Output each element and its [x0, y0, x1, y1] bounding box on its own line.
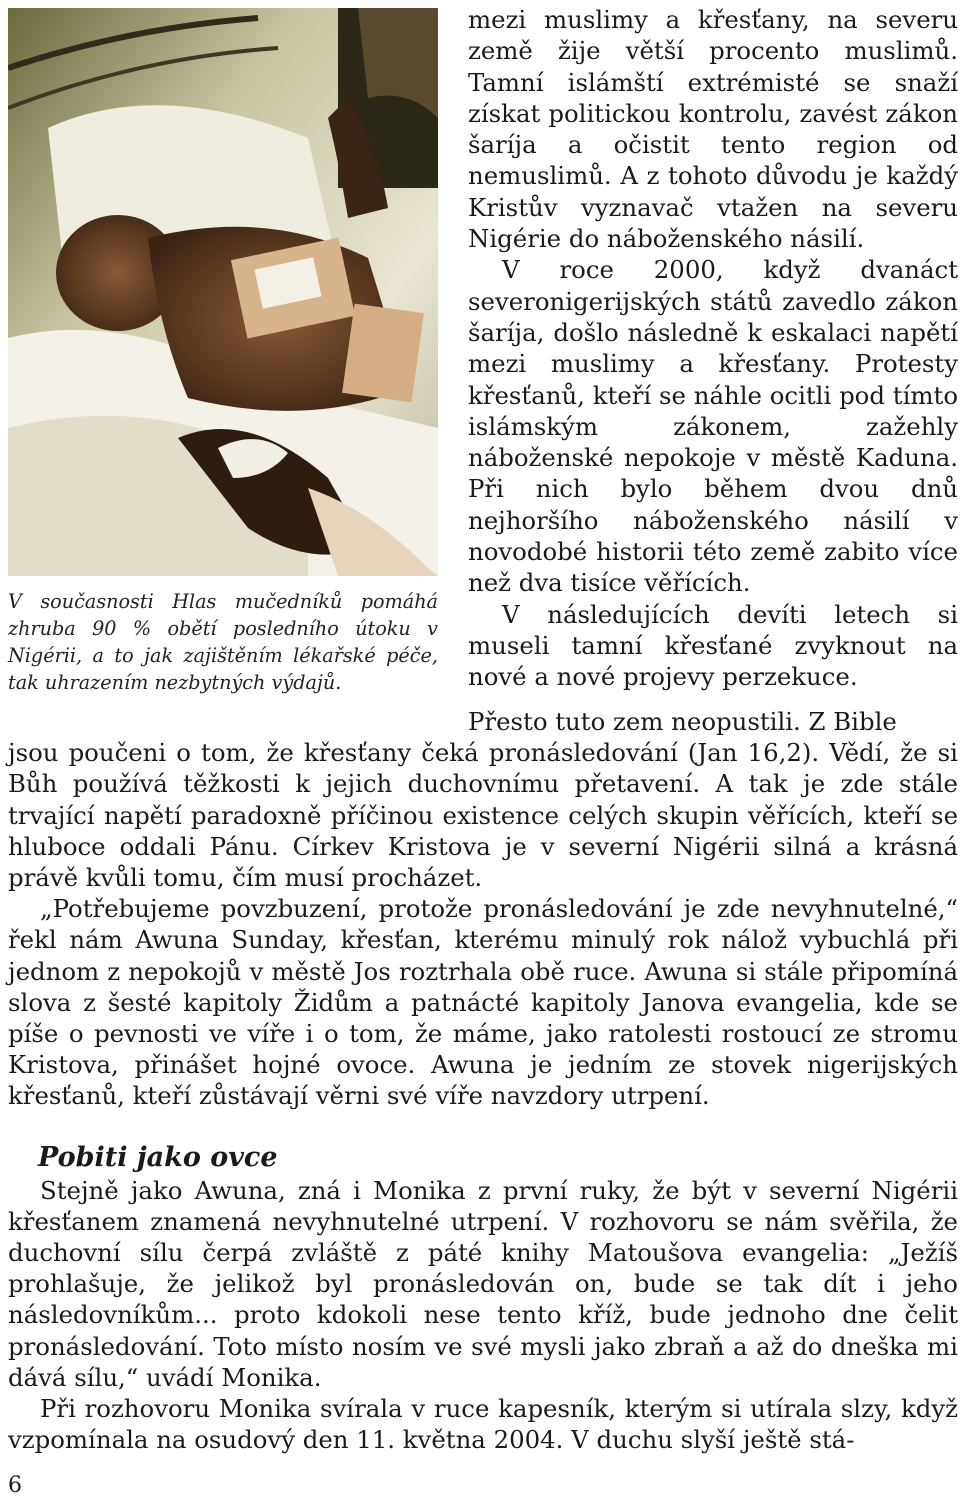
caption-text: V současnosti Hlas mučedníků pomáhá zhruba 90 % obětí posledního útoku v Nigérii, a to jak zajištěním lékařské péče, tak uhrazením nezbytných výdajů.: [8, 590, 438, 694]
page-number: 6: [8, 1473, 22, 1498]
full-width-text: [8, 706, 958, 1455]
paragraph-6: Při rozhovoru Monika svírala v ruce kapesník, kterým si utírala slzy, když vzpomínala na osudový den 11. května 2004. V duchu slyší ještě stá-: [8, 1394, 958, 1455]
photo-caption: [8, 588, 438, 696]
paragraph-3-continued-first-line: Přesto tuto zem neopustili. Z Bible: [468, 707, 897, 736]
hospital-photo: [8, 8, 438, 576]
paragraph-3-continued: jsou poučeni o tom, že křesťany čeká pronásledování (Jan 16,2). Vědí, že si Bůh používá těžkosti k jejich duchovnímu přetavení. A tak je zde stále trvající napětí paradoxně příčinou existence celých skupin věřících, kteří se hluboce oddali Pánu. Církev Kristova je v severní Nigérii silná a krásná právě kvůli tomu, čím musí procházet.: [8, 738, 958, 893]
paragraph-3: V následujících devíti letech si museli tamní křesťané zvyknout na nové a nové projevy perzekuce.: [468, 599, 958, 692]
paragraph-5: Stejně jako Awuna, zná i Monika z první ruky, že být v severní Nigérii křesťanem znamená nevyhnutelné utrpení. V rozhovoru se nám svěřila, že duchovní sílu čerpá zvláště z páté knihy Matoušova evangelia: „Ježíš prohlašuje, že jelikož byl pronásledován on, bude se tak dít i jeho následovníkům... proto kdokoli nese tento kříž, bude jednoho dne čelit pronásledování. Toto místo nosím ve své mysli jako zbraň a až do dneška mi dává sílu,“ uvádí Monika.: [8, 1175, 958, 1392]
right-text-column: [468, 4, 958, 693]
paragraph-4: „Potřebujeme povzbuzení, protože pronásledování je zde nevyhnutelné,“ řekl nám Awuna Sunday, křesťan, kterému minulý rok nálož vybuchlá při jednom z nepokojů v městě Jos roztrhala obě ruce. Awuna si stále připomíná slova z šesté kapitoly Židům a patnácté kapitoly Janova evangelia, kde se píše o pevnosti ve víře i o tom, že máme, jako ratolesti rostoucí ze stromu Kristova, přinášet hojné ovoce. Awuna je jedním ze stovek nigerijských křesťanů, kteří zůstávají věrni své víře navzdory utrpení.: [8, 894, 958, 1111]
photo-injured-man-hospital-icon: [8, 8, 438, 576]
paragraph-1: mezi muslimy a křesťany, na severu země žije větší procento muslimů. Tamní islámští extrémisté se snaží získat politickou kontrolu, zavést zákon šaríja a očistit tento region od nemuslimů. A z tohoto důvodu je každý Kristův vyznavač vtažen na severu Nigérie do náboženského násilí.: [468, 5, 958, 254]
paragraph-2: V roce 2000, když dvanáct severonigerijských států zavedlo zákon šaríja, došlo následně k eskalaci napětí mezi muslimy a křesťany. Protesty křesťanů, kteří se náhle ocitli pod tímto islámským zákonem, zažehly náboženské nepokoje v městě Kaduna. Při nich bylo během dvou dnů nejhoršího náboženského násilí v novodobé historii této země zabito více než dva tisíce věřících.: [468, 255, 958, 598]
section-heading: Pobiti jako ovce: [38, 1141, 278, 1173]
